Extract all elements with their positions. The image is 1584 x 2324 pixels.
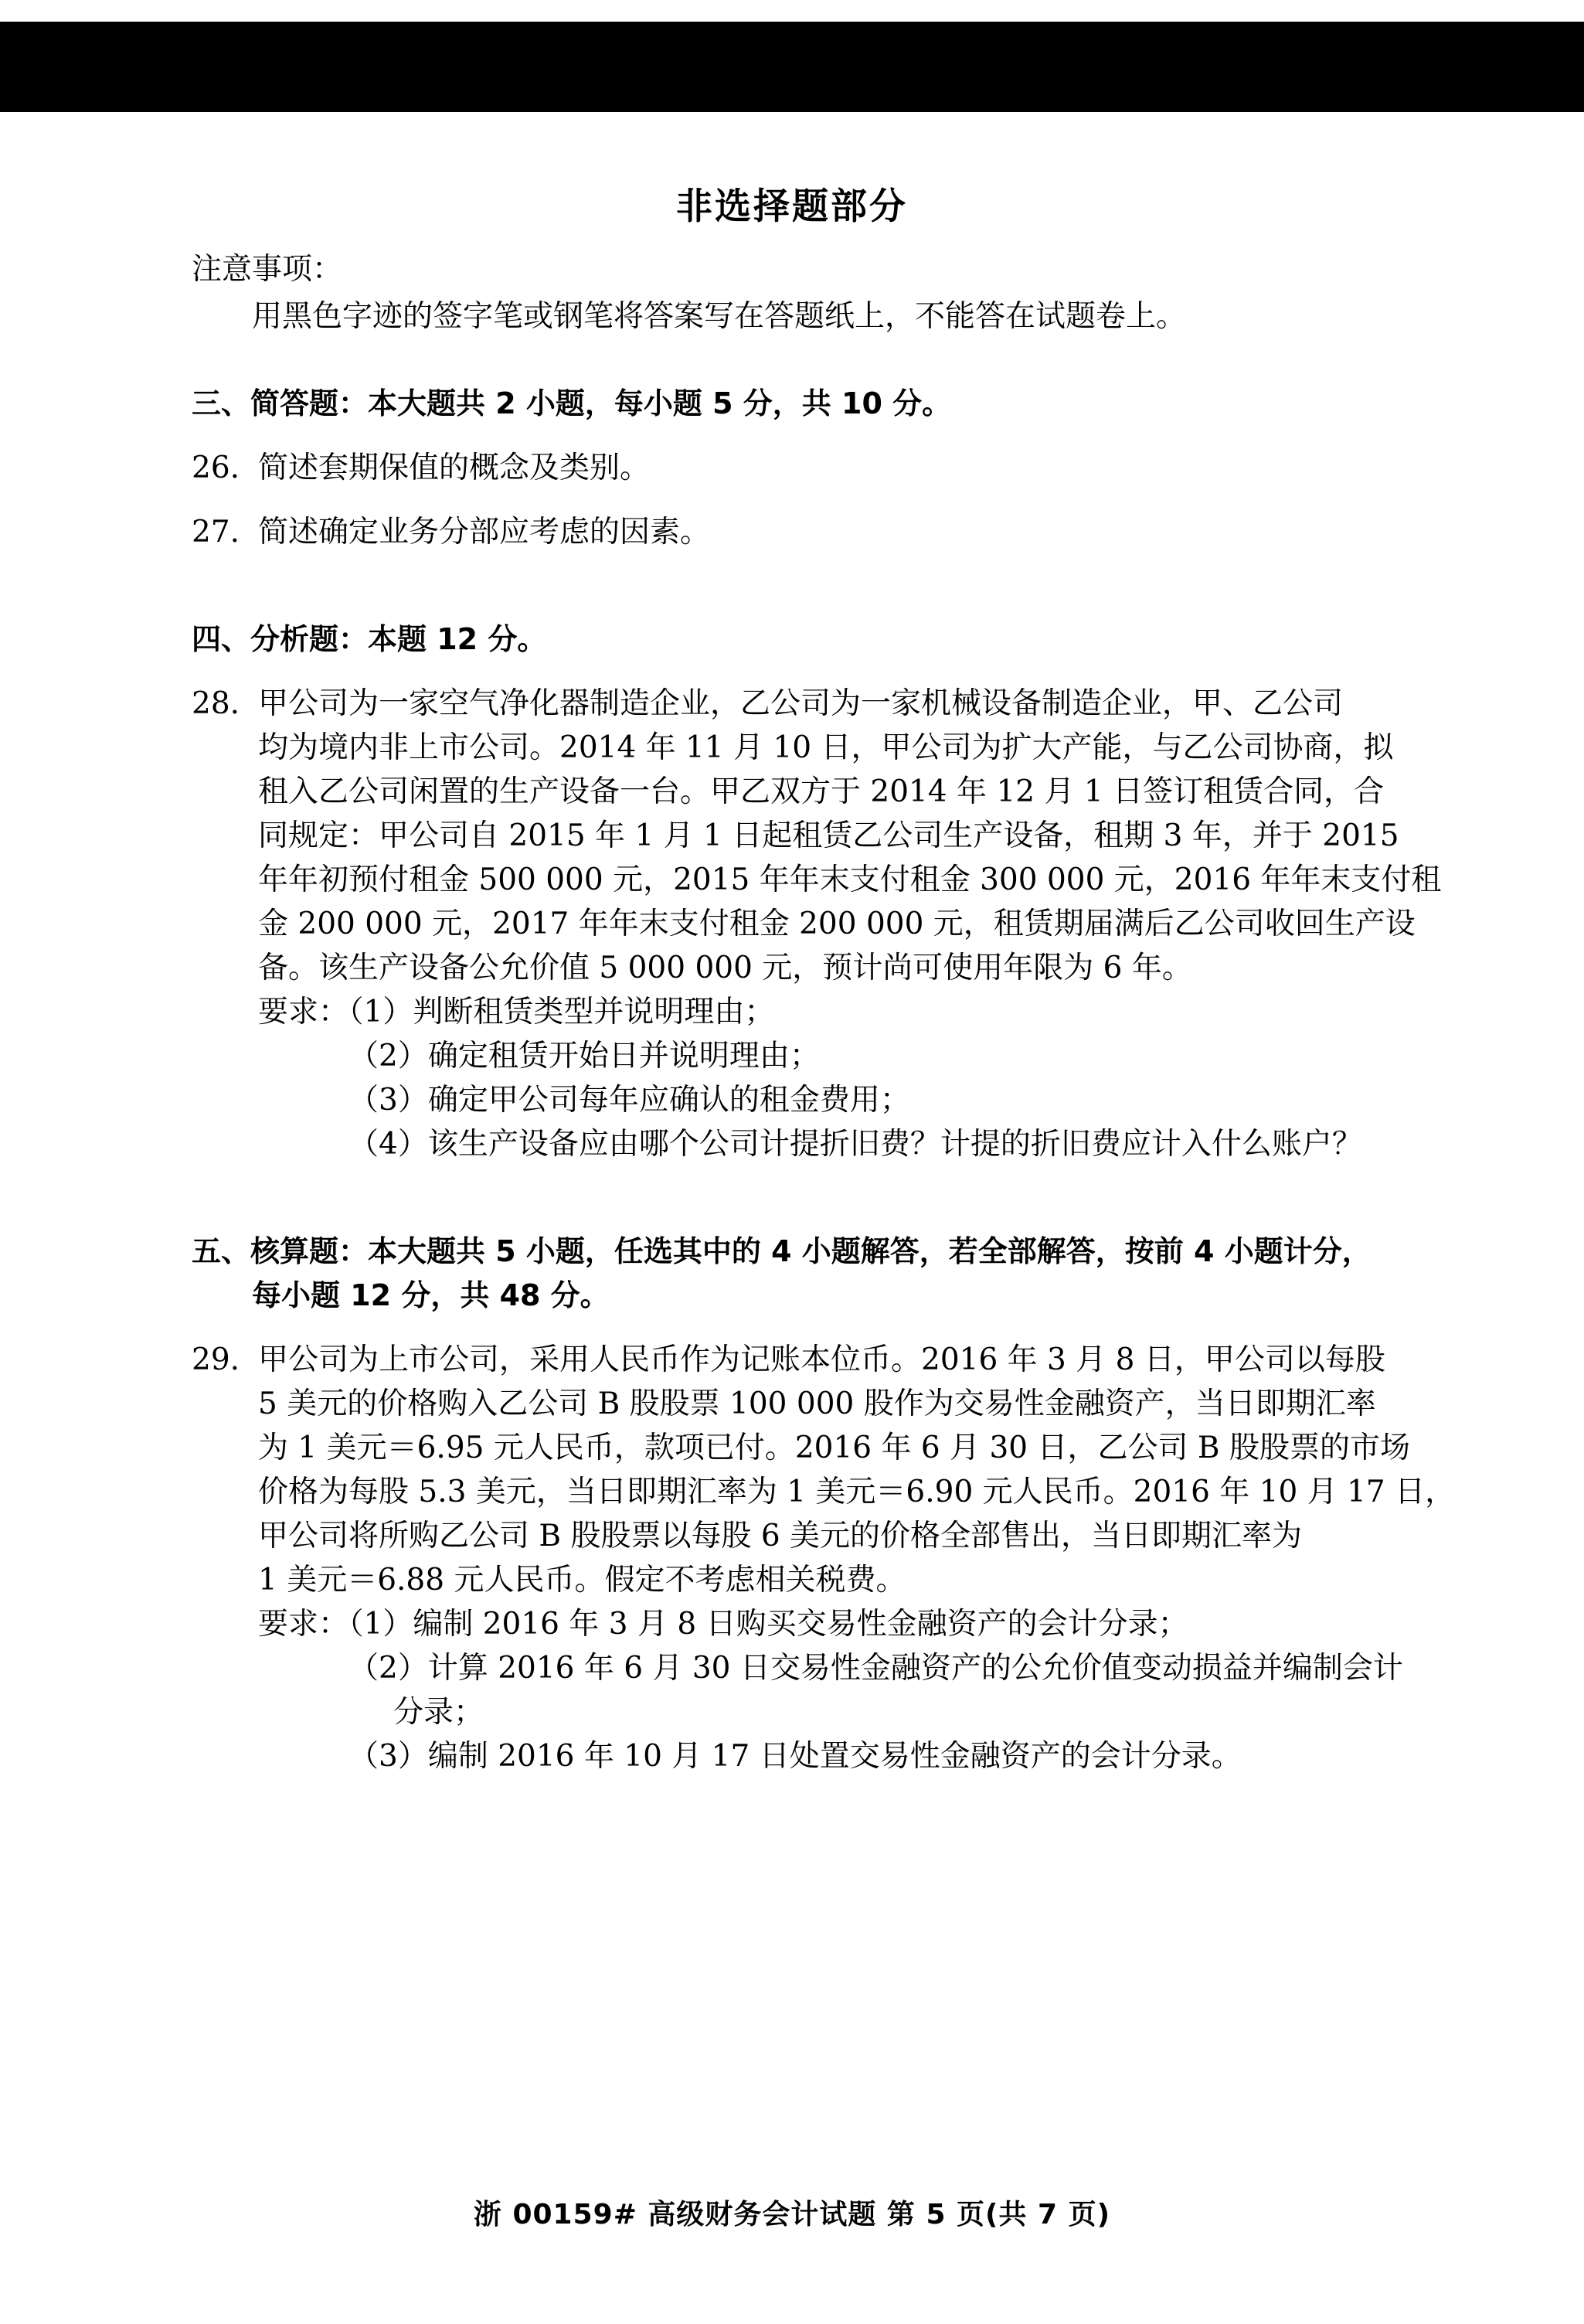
- section-five-heading-line2: 每小题 12 分，共 48 分。: [252, 1278, 610, 1312]
- question-line: 为 1 美元＝6.95 元人民币，款项已付。2016 年 6 月 30 日，乙公司 B 股股票的市场: [258, 1431, 1410, 1465]
- question-line: 年年初预付租金 500 000 元，2015 年年末支付租金 300 000 元，2016 年年末支付租: [258, 863, 1442, 897]
- page-title: 非选择题部分: [676, 185, 908, 228]
- question-27: [192, 510, 1443, 554]
- spacer: [192, 662, 1443, 682]
- question-number: 26.: [192, 451, 240, 485]
- question-line: 同规定：甲公司自 2015 年 1 月 1 日起租赁乙公司生产设备，租期 3 年，并于 2015: [258, 818, 1399, 853]
- question-number: 27.: [192, 515, 240, 550]
- question-line: 租入乙公司闲置的生产设备一台。甲乙双方于 2014 年 12 月 1 日签订租赁合同，合: [258, 774, 1385, 809]
- page-footer: 浙 00159# 高级财务会计试题 第 5 页(共 7 页): [473, 2199, 1111, 2230]
- question-line: 1 美元＝6.88 元人民币。假定不考虑相关税费。: [258, 1563, 906, 1598]
- requirement-label: 要求：: [258, 1607, 349, 1642]
- requirement-first-line: [258, 1602, 1455, 1646]
- question-text: 简述确定业务分部应考虑的因素。: [258, 515, 711, 550]
- spacer: [192, 554, 1443, 618]
- question-29-requirements: [258, 1602, 1455, 1778]
- section-five-heading-line1: 五、核算题：本大题共 5 小题，任选其中的 4 小题解答，若全部解答，按前 4 小题计分，: [192, 1234, 1372, 1268]
- notice-text: 用黑色字迹的签字笔或钢笔将答案写在答题纸上，不能答在试题卷上。: [252, 299, 1187, 334]
- question-line: 5 美元的价格购入乙公司 B 股股票 100 000 股作为交易性金融资产，当日即期汇率: [258, 1387, 1376, 1421]
- exam-page: [0, 112, 1584, 2324]
- requirement-item: （4）该生产设备应由哪个公司计提折旧费？计提的折旧费应计入什么账户？: [348, 1127, 1362, 1162]
- question-line: 均为境内非上市公司。2014 年 11 月 10 日，甲公司为扩大产能，与乙公司协商，拟: [258, 730, 1394, 765]
- question-line: 备。该生产设备公允价值 5 000 000 元，预计尚可使用年限为 6 年。: [258, 951, 1192, 985]
- spacer: [192, 490, 1443, 510]
- question-line: 甲公司将所购乙公司 B 股股票以每股 6 美元的价格全部售出，当日即期汇率为: [258, 1519, 1303, 1553]
- section-three-heading: 三、简答题：本大题共 2 小题，每小题 5 分，共 10 分。: [192, 386, 952, 420]
- requirement-item: （3）编制 2016 年 10 月 17 日处置交易性金融资产的会计分录。: [348, 1739, 1242, 1774]
- question-line: 价格为每股 5.3 美元，当日即期汇率为 1 美元＝6.90 元人民币。2016 年 10 月 17 日，: [258, 1475, 1456, 1509]
- question-text: 简述套期保值的概念及类别。: [258, 451, 651, 485]
- section-five-heading: [192, 1230, 1443, 1318]
- question-line: 金 200 000 元，2017 年年末支付租金 200 000 元，租赁期届满后乙公司收回生产设: [258, 907, 1416, 941]
- question-number: 29.: [192, 1342, 240, 1377]
- requirement-first-line: [258, 990, 1443, 1034]
- requirement-item-continuation: 分录；: [393, 1695, 484, 1730]
- requirement-item: （2）确定租赁开始日并说明理由；: [348, 1039, 820, 1074]
- spacer: [192, 426, 1443, 446]
- scan-artifact-black-band: [0, 22, 1584, 112]
- spacer: [192, 1318, 1443, 1338]
- question-body: [258, 682, 1443, 1166]
- page-content: [192, 247, 1456, 1778]
- question-29: [192, 1338, 1456, 1778]
- section-four-heading: 四、分析题：本题 12 分。: [192, 622, 547, 656]
- requirement-item: （1）判断租赁类型并说明理由；: [348, 995, 775, 1029]
- question-line: 甲公司为上市公司，采用人民币作为记账本位币。2016 年 3 月 8 日，甲公司以每股: [258, 1342, 1385, 1377]
- question-body: [258, 1338, 1455, 1778]
- question-26: [192, 446, 1443, 490]
- requirement-item: （2）计算 2016 年 6 月 30 日交易性金融资产的公允价值变动损益并编制会计: [348, 1651, 1403, 1686]
- requirement-item: （1）编制 2016 年 3 月 8 日购买交易性金融资产的会计分录；: [348, 1607, 1188, 1642]
- question-28-requirements: [258, 990, 1443, 1166]
- spacer: [192, 1166, 1443, 1230]
- requirement-item: （3）确定甲公司每年应确认的租金费用；: [348, 1083, 910, 1118]
- spacer: [192, 339, 1443, 382]
- question-28: [192, 682, 1443, 1166]
- requirement-label: 要求：: [258, 995, 349, 1029]
- notice-label: 注意事项：: [192, 252, 343, 287]
- question-number: 28.: [192, 686, 240, 721]
- question-line: 甲公司为一家空气净化器制造企业，乙公司为一家机械设备制造企业，甲、乙公司: [258, 686, 1344, 721]
